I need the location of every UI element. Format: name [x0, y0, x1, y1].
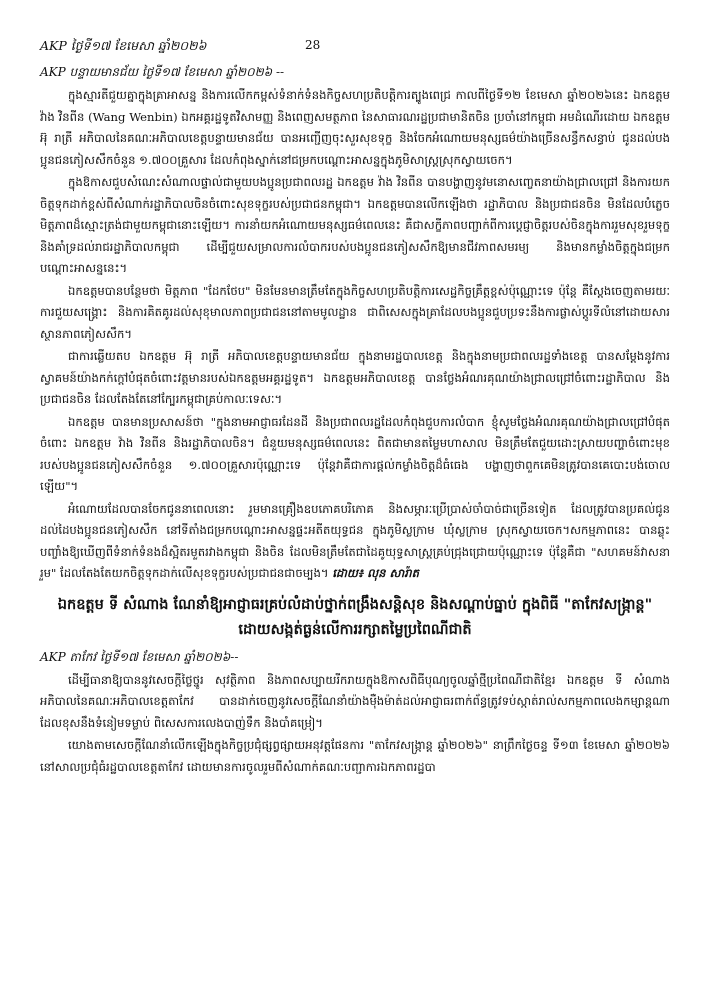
article-1-paragraph-text: អំណោយដែលបានចែកជូននាពេលនោះ រួមមានគ្រឿងឧបភោគបរិភោគ និងសម្ភារៈប្រើប្រាស់ចាំបាច់ជាច្រើនទៀត ដែលត្រូវបានប្រគល់ជូនដល់ដៃបងប្អូនជនភៀសសឹក នៅទីតាំងជម្រកបណ្ដោះអាសន្នផ្ទះអតីតយុទ្ធជន ក្នុងភូមិស្លក្រាម ឃុំស្លក្រាម ស្រុកស្វាយចេក។សកម្មភាពនេះ បានឆ្លុះបញ្ចាំងឱ្យឃើញពីទំនាក់ទំនងដ៏ស្អិតរមួតរវាងកម្ពុជា និងចិន ដែលមិនត្រឹមតែជាដៃគូយុទ្ធសាស្ត្រគ្រប់ជ្រុងជ្រោយប៉ុណ្ណោះទេ ប៉ុន្តែគឺជា "សហគមន៍វាសនារួម" ដែលតែងតែយកចិត្តទុកដាក់លើសុខទុក្ខរបស់ប្រជាជនជាចម្បង។: [40, 501, 670, 580]
article-1-byline: ដោយ៖ លុន សារ៉ាត: [332, 566, 419, 580]
page-header: [40, 38, 667, 58]
article-1: [40, 62, 670, 585]
article-2-paragraph: យោងតាមសេចក្ដីណែនាំលើកឡើងក្នុងកិច្ចប្រជុំផ្សព្វផ្សាយអនុវត្តផែនការ "តាកែវសង្ក្រាន្ត ឆ្នាំ២០២៦" នាព្រឹកថ្ងៃចន្ទ ទី១៣ ខែមេសា ឆ្នាំ២០២៦ នៅសាលប្រជុំធំរដ្ឋបាលខេត្តតាកែវ ដោយមានការចូលរួមពីសំណាក់គណៈបញ្ជាការឯកភាពរដ្ឋបា: [40, 738, 670, 774]
article-2: [40, 593, 670, 779]
article-1-paragraph: ជាការឆ្លើយតប ឯកឧត្តម អ៊ុ រាត្រី អភិបាលខេត្តបន្ទាយមានជ័យ ក្នុងនាមរដ្ឋបាលខេត្ត និងក្នុងនាមប្រជាពលរដ្ឋទាំងខេត្ត បានសម្ដែងនូវការស្វាគមន៍យ៉ាងកក់ក្ដៅបំផុតចំពោះវត្តមានរបស់ឯកឧត្តមអគ្គរដ្ឋទូត។ ឯកឧត្តមអភិបាលខេត្ត បានថ្លែងអំណរគុណយ៉ាងជ្រាលជ្រៅចំពោះរដ្ឋាភិបាល និងប្រជាជនចិន ដែលតែងតែនៅក្បែរកម្ពុជាគ្រប់កាលៈទេសៈ។: [40, 349, 670, 406]
article-1-paragraph: ឯកឧត្តម បានមានប្រសាសន៍ថា "ក្នុងនាមអាជ្ញាធរដែនដី និងប្រជាពលរដ្ឋដែលកំពុងជួបការលំបាក ខ្ញុំសូមថ្លែងអំណរគុណយ៉ាងជ្រាលជ្រៅបំផុតចំពោះ ឯកឧត្តម វ៉ាង វិនពីន និងរដ្ឋាភិបាលចិន។ ជំនួយមនុស្សធម៌ពេលនេះ ពិតជាមានតម្លៃមហាសាល មិនត្រឹមតែជួយដោះស្រាយបញ្ហាចំពោះមុខរបស់បងប្អូនជនភៀសសឹកចំនួន ១.៧០០គ្រួសារប៉ុណ្ណោះទេ ប៉ុន្តែវាគឺជាការផ្ដល់កម្លាំងចិត្តដ៏ធំធេង បង្ហាញថាពួកគេមិនត្រូវបានគេបោះបង់ចោលឡើយ"។: [40, 414, 670, 493]
article-1-last-paragraph: [40, 499, 670, 585]
page-number: 28: [305, 38, 321, 52]
page-content: [40, 62, 670, 779]
article-1-paragraph: ឯកឧត្តមបានបន្ថែមថា មិត្តភាព "ដែកថែប" មិនមែនមានត្រឹមតែក្នុងកិច្ចសហប្រតិបត្តិការសេដ្ឋកិច្ចគ្រឹត្តខ្ពស់ប៉ុណ្ណោះទេ ប៉ុន្តែ គឺស្ដែងចេញតាមរយៈការជួយសង្គ្រោះ និងការគិតគូរដល់សុខុមាលភាពប្រជាជននៅតាមមូលដ្ឋាន ជាពិសេសក្នុងគ្រាដែលបងប្អូនជួបប្រទះនឹងការផ្លាស់ប្ដូរទីលំនៅដោយសារស្ថានភាពភៀសសឹក។: [40, 283, 670, 341]
article-2-dateline: AKP តាកែវ ថ្ងៃទី១៧ ខែមេសា ឆ្នាំ២០២៦--: [40, 649, 239, 664]
article-2-paragraph: ដើម្បីធានាឱ្យបាននូវសេចក្ដីថ្លៃថ្នូរ សុវត្ថិភាព និងភាពសប្បាយរីករាយក្នុងឱកាសពិធីបុណ្យចូលឆ្នាំថ្មីប្រពៃណីជាតិខ្មែរ ឯកឧត្តម ទី សំណាង អភិបាលនៃគណៈអភិបាលខេត្តតាកែវ បានដាក់ចេញនូវសេចក្ដីណែនាំយ៉ាងម៉ឺងម៉ាត់ដល់អាជ្ញាធរពាក់ព័ន្ធត្រូវទប់ស្កាត់រាល់សកម្មភាពលេងកម្សាន្តណាដែលខុសនឹងទំនៀមទម្លាប់ ពិសេសការលេងបាញ់ទឹក និងបាំគម្រៀ។: [40, 672, 670, 730]
article-1-paragraph: ក្នុងស្មារតីជួយគ្នាក្នុងគ្រាអាសន្ន និងការលើកកម្ពស់ទំនាក់ទំនងកិច្ចសហប្រតិបត្តិការត្បូងពេជ្រ កាលពីថ្ងៃទី១២ ខែមេសា ឆ្នាំ២០២៦នេះ ឯកឧត្តម វ៉ាង វិនពីន (Wang Wenbin) ឯកអគ្គរដ្ឋទូតវិសាមញ្ញ និងពេញសមត្ថភាព នៃសាធារណរដ្ឋប្រជាមានិតចិន ប្រចាំនៅកម្ពុជា អមដំណើរដោយ ឯកឧត្តម អ៊ុ រាត្រី អភិបាលនៃគណៈអភិបាលខេត្តបន្ទាយមានជ័យ បានអញ្ជើញចុះសួរសុខទុក្ខ និងចែកអំណោយមនុស្សធម៌យ៉ាងច្រើនសន្ធឹកសន្ធាប់ ជូនដល់បងប្អូនជនភៀសសឹកចំនួន ១.៧០០គ្រួសារ ដែលកំពុងស្នាក់នៅជម្រកបណ្ដោះអាសន្នក្នុងភូមិសាស្ត្រស្រុកស្វាយចេក។: [40, 88, 670, 167]
article-2-headline: ឯកឧត្តម ទី សំណាង ណែនាំឱ្យអាជ្ញាធរគ្រប់លំដាប់ថ្នាក់ពង្រឹងសន្តិសុខ និងសណ្ដាប់ធ្នាប់ ក្នុងពិធី "តាកែវសង្ក្រាន្ត" ដោយសង្កត់ធ្ងន់លើការរក្សាតម្លៃប្រពៃណីជាតិ: [57, 596, 653, 638]
header-dateline: AKP ថ្ងៃទី១៧ ខែមេសា ឆ្នាំ២០២៦: [40, 38, 207, 53]
article-1-paragraph: ក្នុងឱកាសជួបសំណេះសំណាលផ្ទាល់ជាមួយបងប្អូនប្រជាពលរដ្ឋ ឯកឧត្តម វ៉ាង វិនពីន បានបង្ហាញនូវមនោសញ្ចេតនាយ៉ាងជ្រាលជ្រៅ និងការយកចិត្តទុកដាក់ខ្ពស់ពីសំណាក់រដ្ឋាភិបាលចិនចំពោះសុខទុក្ខរបស់ប្រជាជនកម្ពុជា។ ឯកឧត្តមបានលើកឡើងថា រដ្ឋាភិបាល និងប្រជាជនចិន មិនដែលបំភ្លេចមិត្តភាពដ៏ស្មោះត្រង់ជាមួយកម្ពុជានោះឡើយ។ ការនាំយកអំណោយមនុស្សធម៌ពេលនេះ គឺជាសក្ខីភាពបញ្ជាក់ពីការប្ដេជ្ញាចិត្តរបស់ចិនក្នុងការរួមសុខរួមទុក្ខ និងគាំទ្រដល់រាជរដ្ឋាភិបាលកម្ពុជា ដើម្បីជួយសម្រាលការលំបាករបស់បងប្អូនជនភៀសសឹកឱ្យមានជីវភាពសមរម្យ និងមានកម្លាំងចិត្តក្នុងជម្រកបណ្ដោះអាសន្ននេះ។: [40, 175, 670, 275]
article-1-dateline: AKP បន្ទាយមានជ័យ ថ្ងៃទី១៧ ខែមេសា ឆ្នាំ២០២៦ --: [40, 65, 285, 79]
